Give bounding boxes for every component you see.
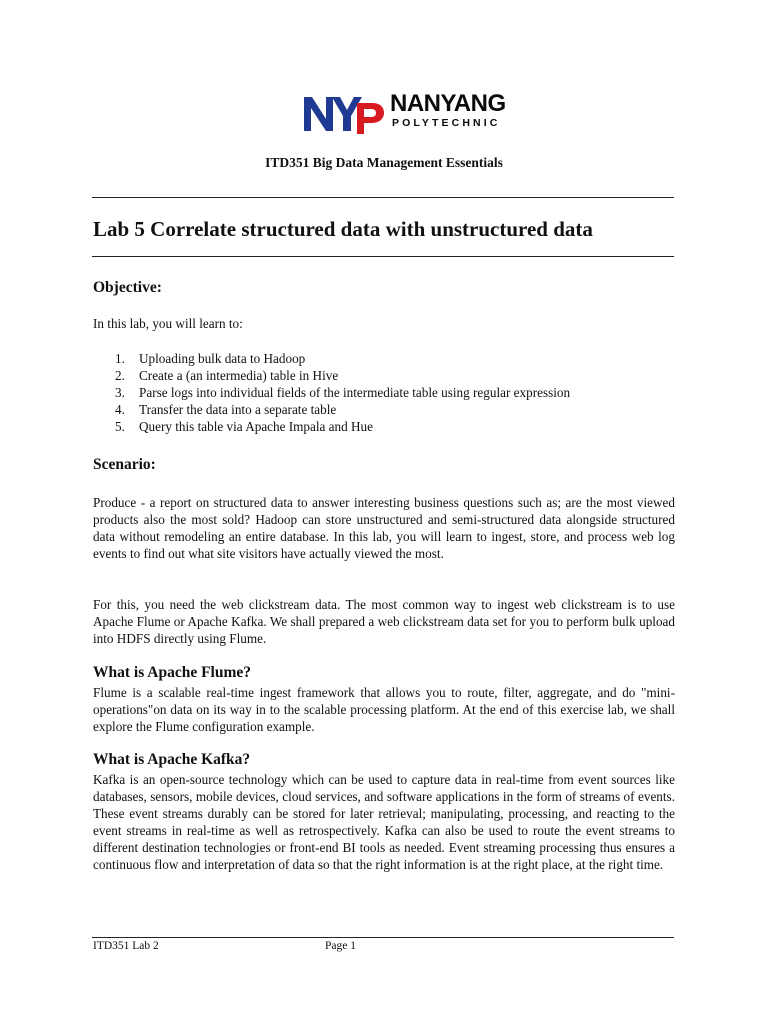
list-item [93,384,570,401]
kafka-paragraph: Kafka is an open-source technology which can be used to capture data in real-time from event sources like databases, sensors, mobile devices, cloud services, and software applications in the form of streams of events. These event streams durably can be stored for later retrieval; manipulating, processing, and reacting to the event streams in real-time as well as retrospectively. Kafka can also be used to route the event streams to different destination technologies or front-end BI tools as needed. Event streaming processing thus ensures a continuous flow and interpretation of data so that the right information is at the right place, at the right time. [93,772,675,872]
objective-intro: In this lab, you will learn to: [93,316,243,331]
course-title: ITD351 Big Data Management Essentials [265,155,503,170]
list-item-text: Query this table via Apache Impala and Hue [139,419,373,434]
logo-brand-subtitle: POLYTECHNIC [392,117,501,129]
list-item-number: 1. [115,351,125,366]
list-item-number: 5. [115,419,125,434]
scenario-heading: Scenario: [93,456,156,473]
list-item-text: Parse logs into individual fields of the intermediate table using regular expression [139,385,571,400]
list-item-number: 4. [115,402,125,417]
list-item-number: 3. [115,385,125,400]
list-item [93,350,570,367]
list-item [93,367,570,384]
list-item [93,401,570,418]
nyp-logo [302,90,518,135]
nyp-monogram-icon [302,93,386,135]
list-item-text: Transfer the data into a separate table [139,402,337,417]
list-item [93,418,570,435]
title-bottom-rule [92,256,674,257]
footer-page-number: Page 1 [325,940,356,952]
lab-title: Lab 5 Correlate structured data with unstructured data [93,217,593,241]
list-item-text: Uploading bulk data to Hadoop [139,351,306,366]
logo-brand-name: NANYANG [390,90,506,117]
flume-heading: What is Apache Flume? [93,664,252,681]
flume-paragraph: Flume is a scalable real-time ingest framework that allows you to route, filter, aggregate, and do "mini-operations"on data on its way in to the scalable processing platform. At the end of this exercise lab, we shall explore the Flume configuration example. [93,685,675,734]
scenario-paragraph-1: Produce - a report on structured data to answer interesting business questions such as; are the most viewed products also the most sold? Hadoop can store unstructured and semi-structured data alongside structured data without remodeling an entire database. In this lab, you will learn to ingest, store, and process web log events to find out what site visitors have actually viewed the most. [93,495,675,561]
footer-lab-label: ITD351 Lab 2 [93,940,159,952]
scenario-paragraph-2: For this, you need the web clickstream data. The most common way to ingest web clickstream is to use Apache Flume or Apache Kafka. We shall prepared a web clickstream data set for you to perform bulk upload into HDFS directly using Flume. [93,597,675,646]
footer-rule [92,937,674,938]
objective-list [93,350,570,435]
list-item-text: Create a (an intermedia) table in Hive [139,368,339,383]
kafka-heading: What is Apache Kafka? [93,751,251,768]
list-item-number: 2. [115,368,125,383]
title-top-rule [92,197,674,198]
objective-heading: Objective: [93,279,162,296]
